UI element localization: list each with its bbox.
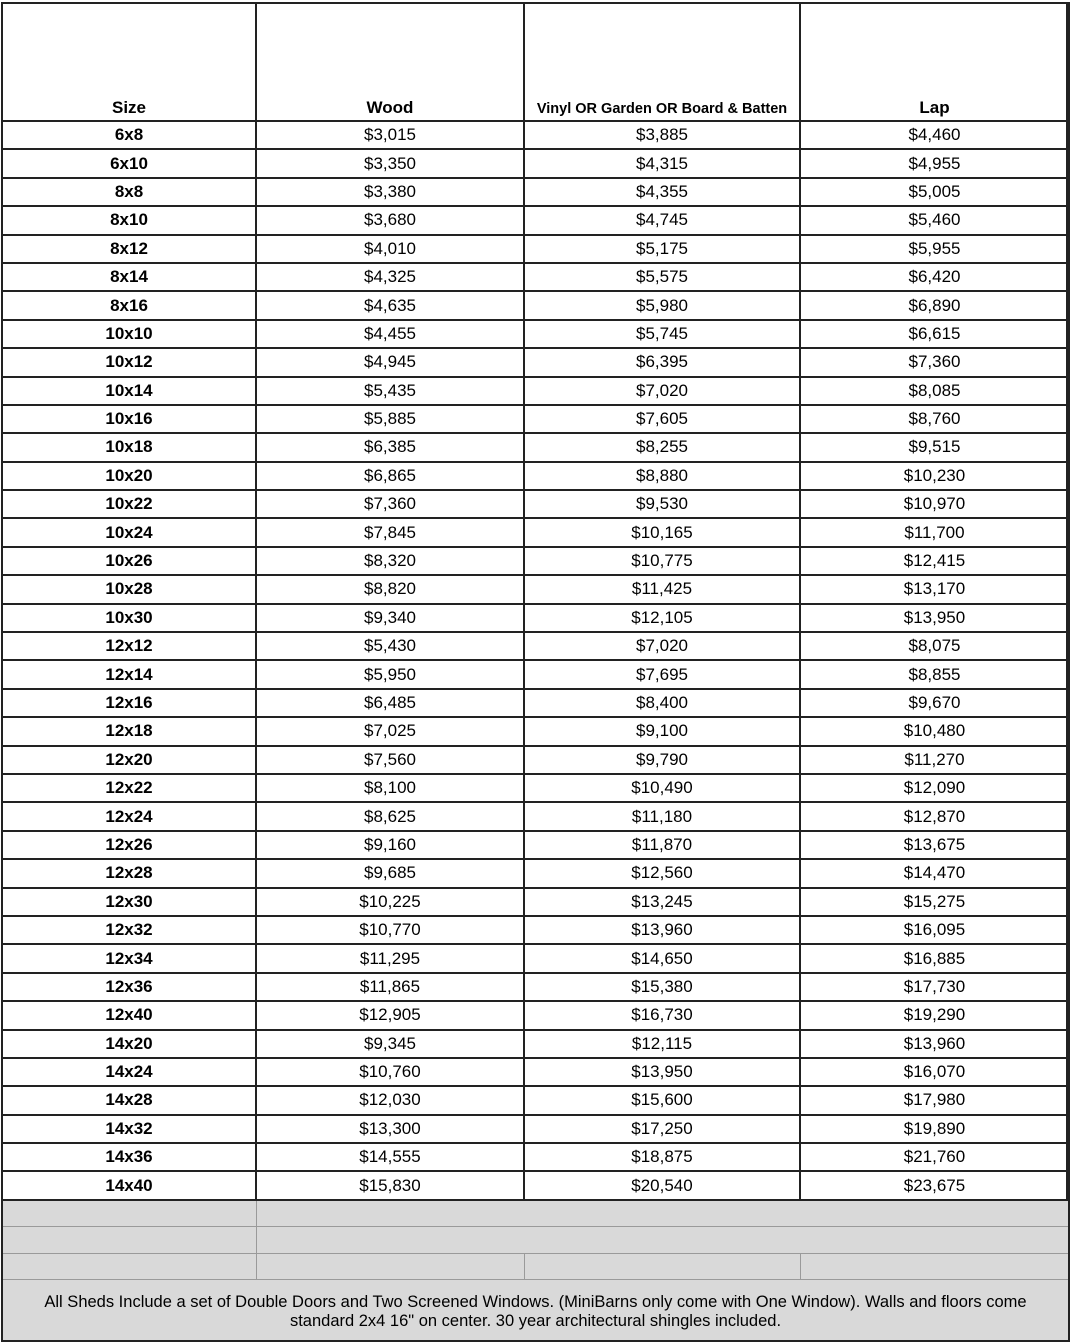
vinyl-price-cell: $11,180 — [524, 802, 800, 830]
vinyl-price-cell: $12,105 — [524, 604, 800, 632]
lap-price-cell: $12,415 — [800, 547, 1069, 575]
lap-price-cell: $4,460 — [800, 121, 1069, 149]
lap-price-cell: $9,515 — [800, 433, 1069, 461]
vinyl-price-cell: $11,425 — [524, 575, 800, 603]
lap-price-cell: $19,890 — [800, 1115, 1069, 1143]
vinyl-price-cell: $13,960 — [524, 916, 800, 944]
table-row — [2, 604, 1069, 632]
table-row — [2, 1171, 1069, 1199]
vinyl-price-cell: $5,575 — [524, 263, 800, 291]
blank-cell — [256, 1253, 524, 1280]
size-cell: 14x28 — [2, 1086, 256, 1114]
header-wood: Wood — [256, 3, 524, 121]
lap-price-cell: $8,855 — [800, 660, 1069, 688]
wood-price-cell: $3,015 — [256, 121, 524, 149]
table-row — [2, 916, 1069, 944]
lap-price-cell: $13,170 — [800, 575, 1069, 603]
size-cell: 12x36 — [2, 973, 256, 1001]
vinyl-price-cell: $9,530 — [524, 490, 800, 518]
table-row — [2, 944, 1069, 972]
table-row — [2, 462, 1069, 490]
lap-price-cell: $8,075 — [800, 632, 1069, 660]
lap-price-cell: $17,980 — [800, 1086, 1069, 1114]
table-row — [2, 121, 1069, 149]
size-cell: 10x10 — [2, 320, 256, 348]
table-body — [2, 121, 1069, 1200]
lap-price-cell: $16,885 — [800, 944, 1069, 972]
vinyl-price-cell: $8,400 — [524, 689, 800, 717]
table-row — [2, 149, 1069, 177]
wood-price-cell: $8,320 — [256, 547, 524, 575]
blank-cell — [524, 1253, 800, 1280]
vinyl-price-cell: $5,745 — [524, 320, 800, 348]
vinyl-price-cell: $15,600 — [524, 1086, 800, 1114]
wood-price-cell: $9,340 — [256, 604, 524, 632]
lap-price-cell: $5,005 — [800, 178, 1069, 206]
table-row — [2, 888, 1069, 916]
wood-price-cell: $8,100 — [256, 774, 524, 802]
table-row — [2, 973, 1069, 1001]
vinyl-price-cell: $9,100 — [524, 717, 800, 745]
lap-price-cell: $7,360 — [800, 348, 1069, 376]
wood-price-cell: $11,295 — [256, 944, 524, 972]
lap-price-cell: $6,420 — [800, 263, 1069, 291]
size-cell: 14x32 — [2, 1115, 256, 1143]
table-row — [2, 1143, 1069, 1171]
table-row — [2, 802, 1069, 830]
wood-price-cell: $8,820 — [256, 575, 524, 603]
wood-price-cell: $12,030 — [256, 1086, 524, 1114]
table-row — [2, 291, 1069, 319]
vinyl-price-cell: $7,020 — [524, 377, 800, 405]
table-row — [2, 717, 1069, 745]
vinyl-price-cell: $9,790 — [524, 746, 800, 774]
lap-price-cell: $14,470 — [800, 859, 1069, 887]
blank-cell — [800, 1253, 1069, 1280]
size-cell: 14x36 — [2, 1143, 256, 1171]
size-cell: 6x10 — [2, 149, 256, 177]
wood-price-cell: $9,345 — [256, 1030, 524, 1058]
table-row — [2, 433, 1069, 461]
size-cell: 8x10 — [2, 206, 256, 234]
lap-price-cell: $5,460 — [800, 206, 1069, 234]
lap-price-cell: $8,760 — [800, 405, 1069, 433]
wood-price-cell: $4,325 — [256, 263, 524, 291]
size-cell: 12x34 — [2, 944, 256, 972]
wood-price-cell: $6,385 — [256, 433, 524, 461]
wood-price-cell: $5,950 — [256, 660, 524, 688]
table-row — [2, 859, 1069, 887]
size-cell: 10x30 — [2, 604, 256, 632]
vinyl-price-cell: $10,490 — [524, 774, 800, 802]
wood-price-cell: $9,685 — [256, 859, 524, 887]
size-cell: 14x24 — [2, 1058, 256, 1086]
vinyl-price-cell: $7,020 — [524, 632, 800, 660]
blank-cell — [2, 1227, 256, 1254]
vinyl-price-cell: $10,165 — [524, 518, 800, 546]
header-size: Size — [2, 3, 256, 121]
size-cell: 10x20 — [2, 462, 256, 490]
vinyl-price-cell: $17,250 — [524, 1115, 800, 1143]
size-cell: 8x16 — [2, 291, 256, 319]
lap-price-cell: $10,230 — [800, 462, 1069, 490]
wood-price-cell: $4,945 — [256, 348, 524, 376]
table-row — [2, 547, 1069, 575]
lap-price-cell: $16,095 — [800, 916, 1069, 944]
table-row — [2, 206, 1069, 234]
size-cell: 12x32 — [2, 916, 256, 944]
size-cell: 12x18 — [2, 717, 256, 745]
table-row — [2, 178, 1069, 206]
vinyl-price-cell: $14,650 — [524, 944, 800, 972]
size-cell: 12x16 — [2, 689, 256, 717]
vinyl-price-cell: $20,540 — [524, 1171, 800, 1199]
shed-price-table — [1, 2, 1070, 1342]
vinyl-price-cell: $8,255 — [524, 433, 800, 461]
size-cell: 12x30 — [2, 888, 256, 916]
wood-price-cell: $15,830 — [256, 1171, 524, 1199]
table-row — [2, 348, 1069, 376]
lap-price-cell: $13,950 — [800, 604, 1069, 632]
footer-note: All Sheds Include a set of Double Doors and Two Screened Windows. (MiniBarns only come with One Window). Walls and floors come standard 2x4 16" on center. 30 year architectural shingles included. — [2, 1280, 1069, 1342]
vinyl-price-cell: $12,115 — [524, 1030, 800, 1058]
lap-price-cell: $11,700 — [800, 518, 1069, 546]
table-row — [2, 377, 1069, 405]
lap-price-cell: $8,085 — [800, 377, 1069, 405]
header-row — [2, 3, 1069, 121]
table-row — [2, 1001, 1069, 1029]
wood-price-cell: $9,160 — [256, 831, 524, 859]
footer-row — [2, 1280, 1069, 1342]
size-cell: 14x20 — [2, 1030, 256, 1058]
table-row — [2, 263, 1069, 291]
size-cell: 10x14 — [2, 377, 256, 405]
size-cell: 12x40 — [2, 1001, 256, 1029]
wood-price-cell: $12,905 — [256, 1001, 524, 1029]
table-row — [2, 405, 1069, 433]
lap-price-cell: $11,270 — [800, 746, 1069, 774]
size-cell: 6x8 — [2, 121, 256, 149]
vinyl-price-cell: $4,315 — [524, 149, 800, 177]
lap-price-cell: $13,675 — [800, 831, 1069, 859]
size-cell: 8x12 — [2, 235, 256, 263]
lap-price-cell: $23,675 — [800, 1171, 1069, 1199]
size-cell: 10x12 — [2, 348, 256, 376]
size-cell: 8x14 — [2, 263, 256, 291]
vinyl-price-cell: $16,730 — [524, 1001, 800, 1029]
wood-price-cell: $10,760 — [256, 1058, 524, 1086]
vinyl-price-cell: $5,175 — [524, 235, 800, 263]
wood-price-cell: $7,560 — [256, 746, 524, 774]
vinyl-price-cell: $11,870 — [524, 831, 800, 859]
table-row — [2, 518, 1069, 546]
size-cell: 12x24 — [2, 802, 256, 830]
wood-price-cell: $6,485 — [256, 689, 524, 717]
table-row — [2, 746, 1069, 774]
size-cell: 14x40 — [2, 1171, 256, 1199]
wood-price-cell: $7,025 — [256, 717, 524, 745]
table-row — [2, 1030, 1069, 1058]
wood-price-cell: $5,430 — [256, 632, 524, 660]
lap-price-cell: $6,890 — [800, 291, 1069, 319]
header-vinyl: Vinyl OR Garden OR Board & Batten — [524, 3, 800, 121]
blank-cell — [256, 1227, 1069, 1254]
wood-price-cell: $4,455 — [256, 320, 524, 348]
vinyl-price-cell: $3,885 — [524, 121, 800, 149]
vinyl-price-cell: $6,395 — [524, 348, 800, 376]
lap-price-cell: $17,730 — [800, 973, 1069, 1001]
lap-price-cell: $12,870 — [800, 802, 1069, 830]
size-cell: 10x26 — [2, 547, 256, 575]
table-row — [2, 774, 1069, 802]
lap-price-cell: $13,960 — [800, 1030, 1069, 1058]
wood-price-cell: $10,225 — [256, 888, 524, 916]
header-lap: Lap — [800, 3, 1069, 121]
size-cell: 10x18 — [2, 433, 256, 461]
size-cell: 10x28 — [2, 575, 256, 603]
vinyl-price-cell: $10,775 — [524, 547, 800, 575]
size-cell: 10x22 — [2, 490, 256, 518]
lap-price-cell: $9,670 — [800, 689, 1069, 717]
wood-price-cell: $8,625 — [256, 802, 524, 830]
wood-price-cell: $4,635 — [256, 291, 524, 319]
lap-price-cell: $10,970 — [800, 490, 1069, 518]
blank-row — [2, 1253, 1069, 1280]
table-row — [2, 831, 1069, 859]
vinyl-price-cell: $7,605 — [524, 405, 800, 433]
size-cell: 12x26 — [2, 831, 256, 859]
wood-price-cell: $7,845 — [256, 518, 524, 546]
size-cell: 12x22 — [2, 774, 256, 802]
vinyl-price-cell: $7,695 — [524, 660, 800, 688]
wood-price-cell: $14,555 — [256, 1143, 524, 1171]
vinyl-price-cell: $4,745 — [524, 206, 800, 234]
size-cell: 8x8 — [2, 178, 256, 206]
table-row — [2, 689, 1069, 717]
wood-price-cell: $11,865 — [256, 973, 524, 1001]
size-cell: 10x16 — [2, 405, 256, 433]
vinyl-price-cell: $15,380 — [524, 973, 800, 1001]
size-cell: 12x20 — [2, 746, 256, 774]
wood-price-cell: $5,435 — [256, 377, 524, 405]
lap-price-cell: $16,070 — [800, 1058, 1069, 1086]
blank-row — [2, 1227, 1069, 1254]
table-row — [2, 490, 1069, 518]
table-row — [2, 632, 1069, 660]
wood-price-cell: $6,865 — [256, 462, 524, 490]
wood-price-cell: $13,300 — [256, 1115, 524, 1143]
wood-price-cell: $10,770 — [256, 916, 524, 944]
lap-price-cell: $12,090 — [800, 774, 1069, 802]
table-row — [2, 235, 1069, 263]
table-row — [2, 1115, 1069, 1143]
vinyl-price-cell: $13,950 — [524, 1058, 800, 1086]
blank-row — [2, 1200, 1069, 1227]
table-row — [2, 1086, 1069, 1114]
vinyl-price-cell: $8,880 — [524, 462, 800, 490]
price-sheet — [1, 2, 1068, 1333]
lap-price-cell: $21,760 — [800, 1143, 1069, 1171]
size-cell: 12x12 — [2, 632, 256, 660]
lap-price-cell: $4,955 — [800, 149, 1069, 177]
lap-price-cell: $19,290 — [800, 1001, 1069, 1029]
wood-price-cell: $3,680 — [256, 206, 524, 234]
lap-price-cell: $6,615 — [800, 320, 1069, 348]
blank-cell — [2, 1253, 256, 1280]
vinyl-price-cell: $13,245 — [524, 888, 800, 916]
vinyl-price-cell: $4,355 — [524, 178, 800, 206]
lap-price-cell: $15,275 — [800, 888, 1069, 916]
table-row — [2, 575, 1069, 603]
vinyl-price-cell: $12,560 — [524, 859, 800, 887]
vinyl-price-cell: $5,980 — [524, 291, 800, 319]
size-cell: 12x14 — [2, 660, 256, 688]
table-row — [2, 660, 1069, 688]
vinyl-price-cell: $18,875 — [524, 1143, 800, 1171]
wood-price-cell: $3,350 — [256, 149, 524, 177]
table-row — [2, 320, 1069, 348]
lap-price-cell: $5,955 — [800, 235, 1069, 263]
size-cell: 12x28 — [2, 859, 256, 887]
table-row — [2, 1058, 1069, 1086]
blank-cell — [256, 1200, 1069, 1227]
wood-price-cell: $7,360 — [256, 490, 524, 518]
blank-cell — [2, 1200, 256, 1227]
wood-price-cell: $4,010 — [256, 235, 524, 263]
size-cell: 10x24 — [2, 518, 256, 546]
wood-price-cell: $5,885 — [256, 405, 524, 433]
lap-price-cell: $10,480 — [800, 717, 1069, 745]
wood-price-cell: $3,380 — [256, 178, 524, 206]
